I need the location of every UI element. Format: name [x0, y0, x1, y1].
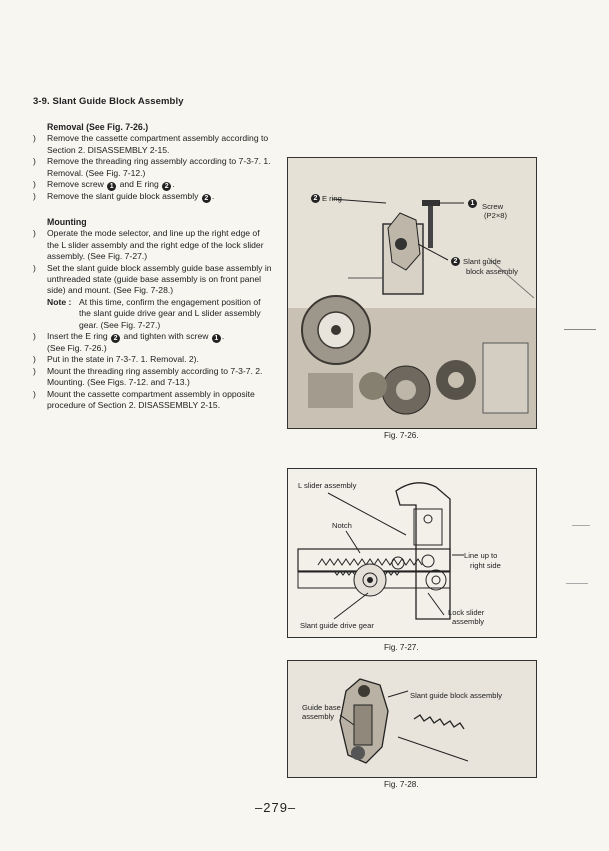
mounting-step-1: ) Operate the mode selector, and line up the right edge of the L slider assembly and the right edge of the lock slider assembly. (See Fig. 7-27.): [33, 228, 264, 262]
figure-7-28: [287, 660, 537, 778]
symbol-1-icon: 1: [468, 199, 477, 208]
fig27-notch-label: Notch: [332, 521, 352, 530]
fig26-screw-size: (P2×8): [484, 211, 508, 220]
slider-diagram: [288, 469, 536, 637]
removal-step-4: ) Remove the slant guide block assembly 2 .: [33, 191, 215, 203]
mounting-block: [33, 217, 273, 412]
removal-heading: Removal (See Fig. 7-26.): [47, 122, 149, 132]
symbol-1-icon: 1: [212, 334, 221, 343]
symbol-2-icon: 2: [311, 194, 320, 203]
fig27-l-slider-label: L slider assembly: [298, 481, 357, 490]
symbol-2-icon: 2: [202, 194, 211, 203]
fig27-drive-gear-label: Slant guide drive gear: [300, 621, 374, 630]
page-number: –279–: [255, 800, 297, 815]
fig27-assembly-label: assembly: [452, 617, 485, 626]
fig27-lock-slider-label: Lock slider: [448, 608, 485, 617]
fig26-slant-guide-label: Slant guide: [463, 257, 501, 266]
fig26-caption: Fig. 7-26.: [384, 431, 419, 440]
mounting-step-3: ) Insert the E ring 2 and tighten with screw 1 . (See Fig. 7-26.): [33, 331, 225, 354]
fig28-slant-block-label: Slant guide block assembly: [410, 691, 503, 700]
fig28-caption: Fig. 7-28.: [384, 780, 419, 789]
margin-rule: [572, 525, 590, 526]
section-title: 3-9. Slant Guide Block Assembly: [33, 96, 184, 107]
margin-rule: [566, 583, 588, 584]
mounting-step-2: ) Set the slant guide block assembly guide base assembly in unthreaded state (guide base assembly is on front panel side) and mount. (See Fig. 7-28.): [33, 262, 272, 296]
mounting-step-4: ) Put in the state in 7-3-7. 1. Removal. 2).: [33, 354, 199, 365]
fig26-e-ring-label: E ring: [322, 194, 342, 203]
fig27-caption: Fig. 7-27.: [384, 643, 419, 652]
symbol-2-icon: 2: [162, 182, 171, 191]
margin-rule: [564, 329, 596, 330]
symbol-1-icon: 1: [107, 182, 116, 191]
mounting-heading: Mounting: [47, 217, 87, 227]
figure-7-27: [287, 468, 537, 638]
removal-step-3: ) Remove screw 1 and E ring 2 .: [33, 179, 175, 191]
symbol-2-icon: 2: [451, 257, 460, 266]
fig26-block-assembly-label: block assembly: [466, 267, 518, 276]
removal-step-2: ) Remove the threading ring assembly according to 7-3-7. 1. Removal. (See Fig. 7-12.): [33, 156, 271, 178]
fig28-guide-base-label: Guide base: [302, 703, 341, 712]
figure-7-26: [287, 157, 537, 429]
mounting-step-5: ) Mount the threading ring assembly according to 7-3-7. 2. Mounting. (See Figs. 7-12. and 7-13.): [33, 365, 263, 388]
fig27-right-side-label: right side: [470, 561, 501, 570]
fig27-line-up-label: Line up to: [464, 551, 498, 560]
fig26-screw-label: Screw: [482, 202, 504, 211]
mounting-note: Note : At this time, confirm the engagement position of the slant guide drive gear and L slider assembly gear. (See Fig. 7-27.): [47, 296, 261, 330]
symbol-2-icon: 2: [111, 334, 120, 343]
mounting-step-6: ) Mount the cassette compartment assembly in opposite procedure of Section 2. DISASSEMBLY 2-15.: [33, 388, 255, 411]
removal-block: [33, 122, 273, 203]
removal-step-1: ) Remove the cassette compartment assembly according to Section 2. DISASSEMBLY 2-15.: [33, 133, 269, 155]
fig28-assembly-label: assembly: [302, 712, 335, 721]
